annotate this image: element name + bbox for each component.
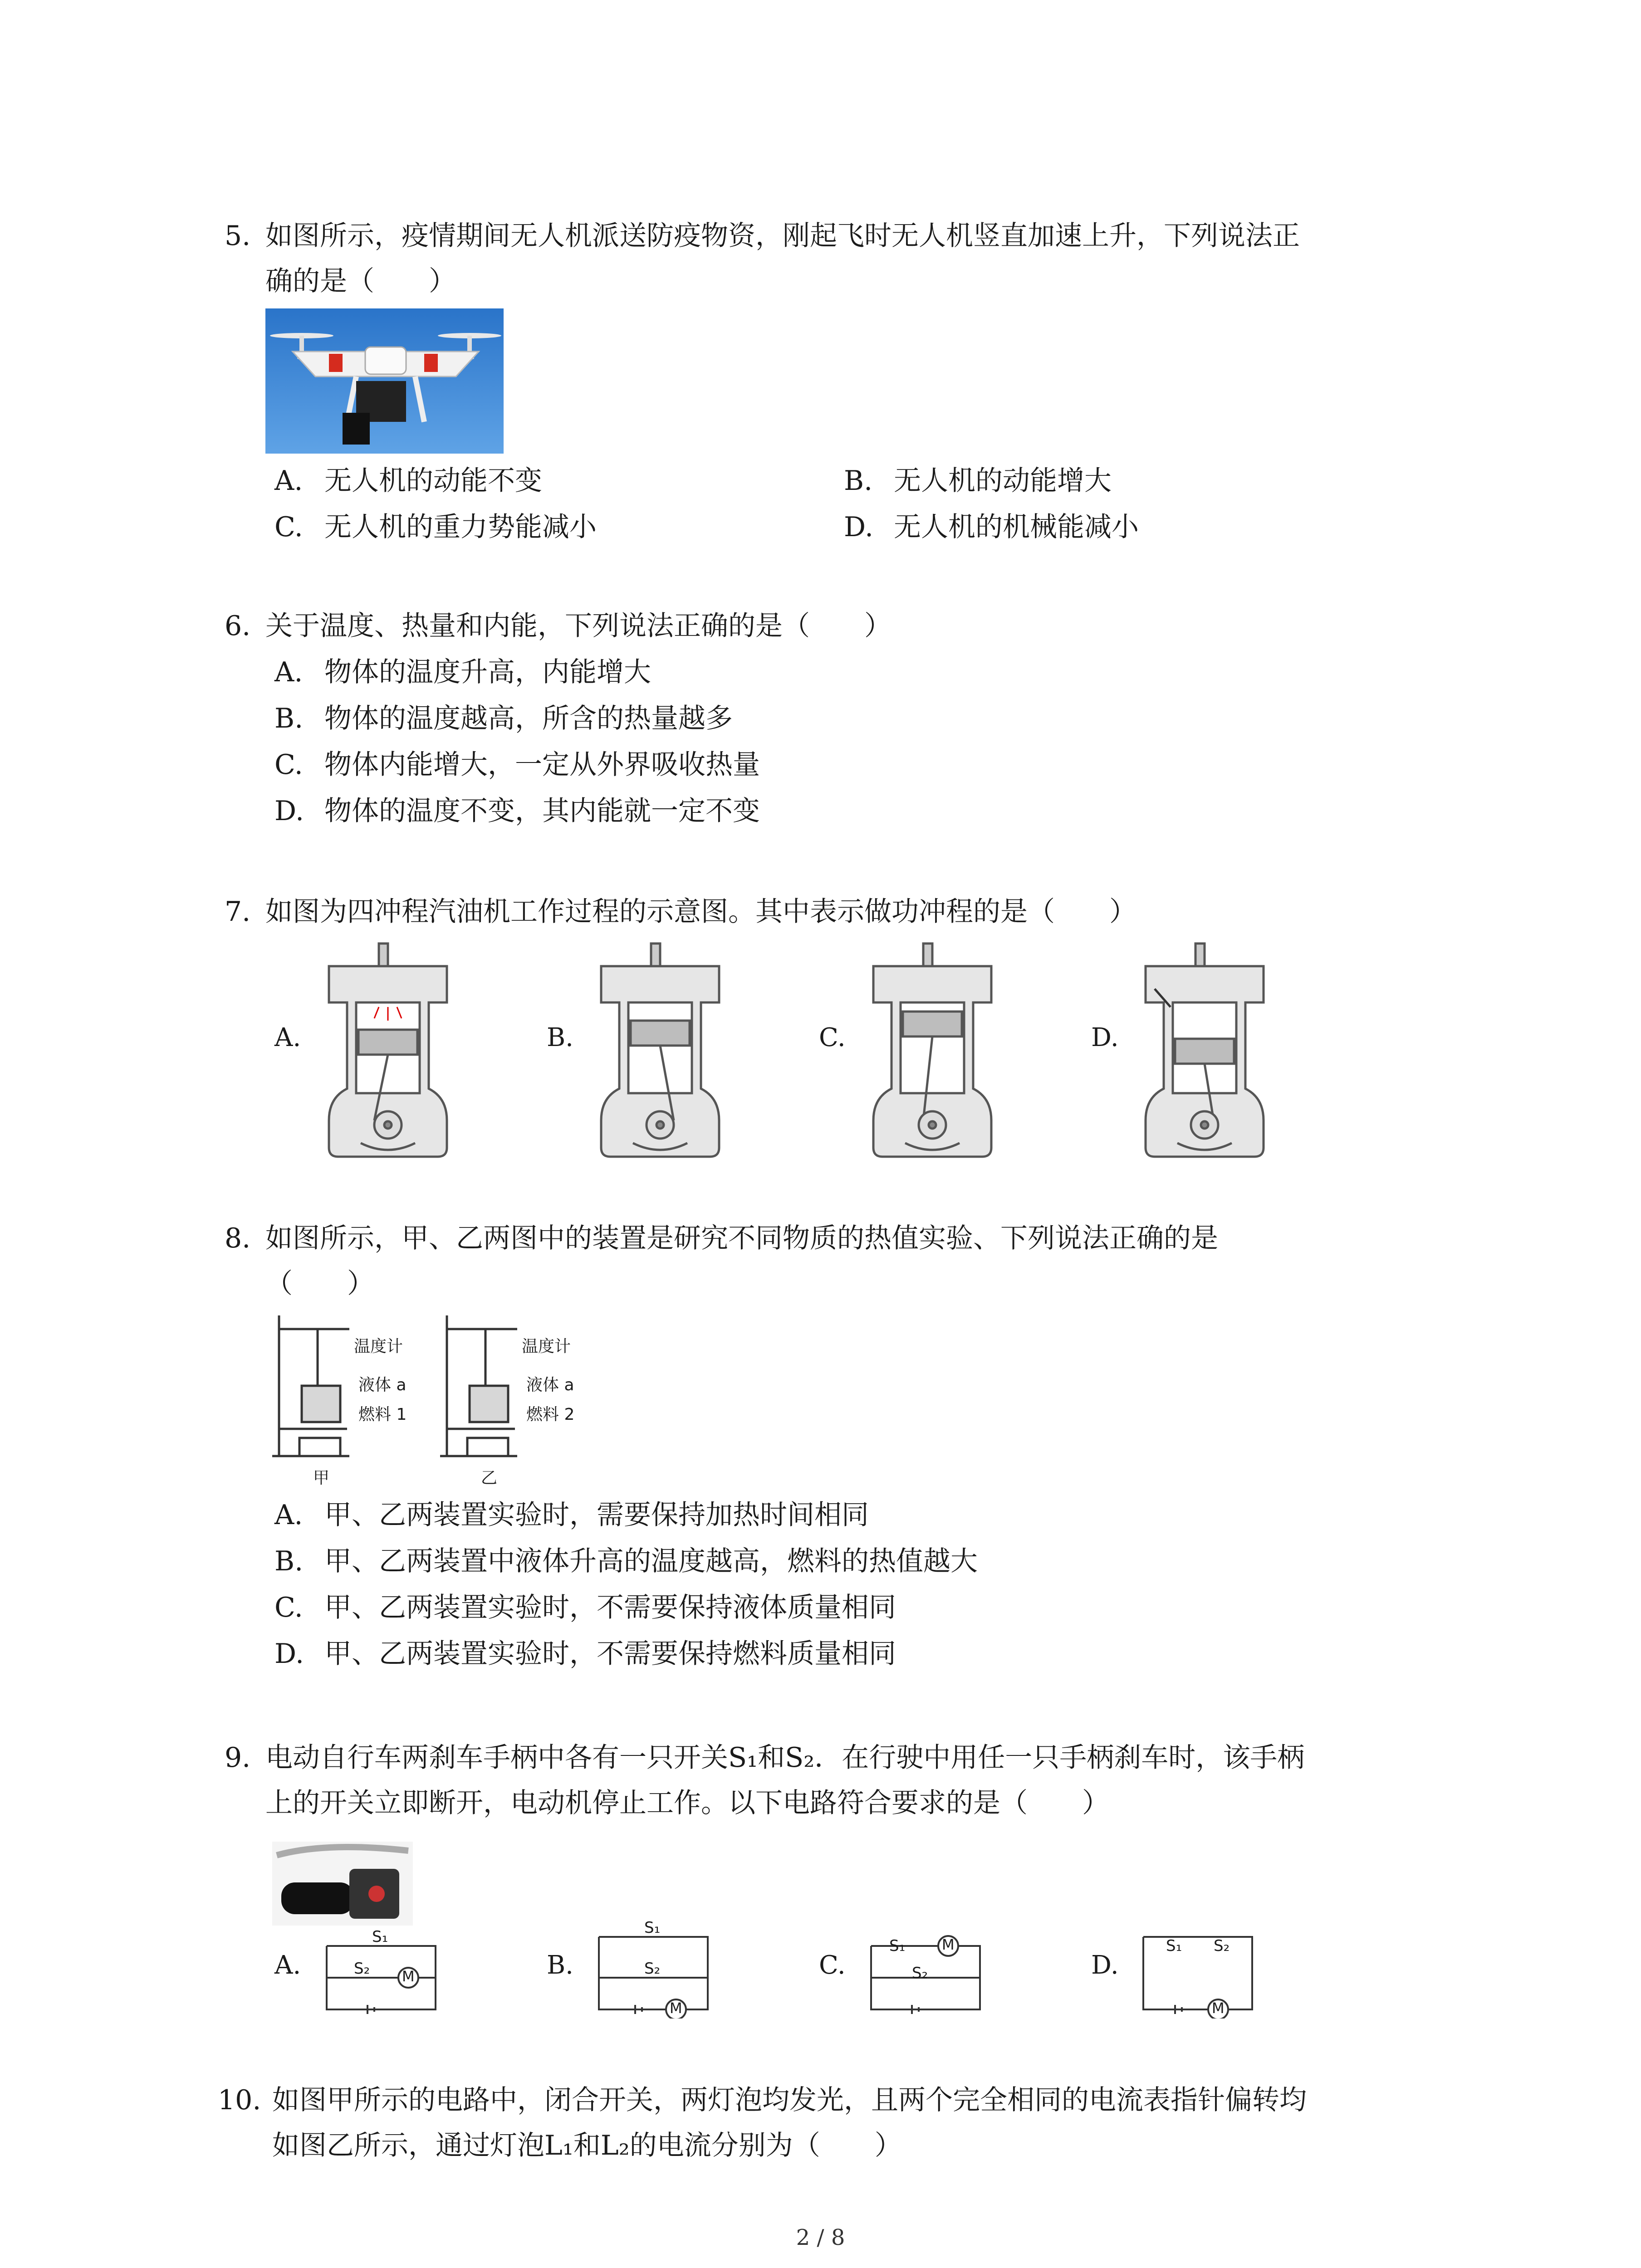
question-number: 8. [225, 1222, 251, 1254]
circuit-diagram-b [594, 1919, 712, 2019]
thermometer-label: 温度计 [522, 1337, 571, 1356]
option-b[interactable]: B. 物体的温度越高，所含的热量越多 [274, 703, 733, 734]
liquid-label: 液体 a [358, 1376, 407, 1394]
engine-diagram-d [1136, 939, 1273, 1163]
circuit-diagram-c [867, 1928, 985, 2019]
option-a[interactable]: A. 甲、乙两装置实验时，需要保持加热时间相同 [274, 1499, 869, 1531]
figure-label-a[interactable]: A. [274, 1023, 301, 1052]
question-8 [225, 1216, 1459, 1306]
option-a[interactable]: A. 物体的温度升高，内能增大 [274, 656, 651, 688]
figure-label-c[interactable]: C. [819, 1023, 846, 1052]
switch-s2-label: S₂ [354, 1960, 370, 1978]
figure-caption-left: 甲 [313, 1469, 330, 1487]
question-5 [225, 213, 1459, 304]
question-number: 10. [218, 2084, 261, 2116]
question-stem: 如图所示，甲、乙两图中的装置是研究不同物质的热值实验、下列说法正确的是 [265, 1222, 1218, 1254]
question-number: 6. [225, 610, 251, 642]
motor-label: M [1212, 1999, 1225, 2017]
option-c[interactable]: C. 物体内能增大，一定从外界吸收热量 [274, 749, 760, 781]
question-number: 9. [225, 1742, 251, 1774]
question-stem: 如图为四冲程汽油机工作过程的示意图。其中表示做功冲程的是（ ） [265, 896, 1136, 928]
switch-s2-label: S₂ [644, 1960, 661, 1978]
question-number: 5. [225, 220, 251, 252]
option-b[interactable]: B. 甲、乙两装置中液体升高的温度越高，燃料的热值越大 [274, 1545, 978, 1577]
figure-label-d[interactable]: D. [1091, 1950, 1119, 1980]
figure-label-a[interactable]: A. [274, 1950, 301, 1980]
switch-s1-label: S₁ [372, 1928, 388, 1946]
thermometer-label: 温度计 [354, 1337, 403, 1356]
question-stem: 电动自行车两刹车手柄中各有一只开关S₁和S₂．在行驶中用任一只手柄刹车时，该手柄 [265, 1742, 1305, 1774]
question-7 [225, 889, 1459, 934]
option-c[interactable]: C. 甲、乙两装置实验时，不需要保持液体质量相同 [274, 1592, 896, 1623]
question-stem-cont: （ ） [265, 1268, 374, 1300]
option-c[interactable]: C. 无人机的重力势能减小 [274, 511, 597, 543]
question-10 [218, 2077, 1470, 2168]
engine-diagram-c [864, 939, 1000, 1163]
heat-value-apparatus [268, 1306, 603, 1506]
motor-label: M [670, 1999, 682, 2017]
option-b[interactable]: B. 无人机的动能增大 [844, 465, 1112, 497]
motor-label: M [402, 1968, 415, 1985]
question-number: 7. [225, 896, 251, 928]
question-stem-cont: 如图乙所示，通过灯泡L₁和L₂的电流分别为（ ） [272, 2130, 902, 2161]
engine-diagram-a [320, 939, 456, 1163]
question-stem: 如图甲所示的电路中，闭合开关，两灯泡均发光，且两个完全相同的电流表指针偏转均 [272, 2084, 1307, 2116]
figure-label-b[interactable]: B. [547, 1950, 573, 1980]
switch-s2-label: S₂ [1214, 1937, 1230, 1955]
figure-label-c[interactable]: C. [819, 1950, 846, 1980]
brake-handle-photo [272, 1842, 413, 1926]
option-d[interactable]: D. 无人机的机械能减小 [844, 511, 1139, 543]
figure-label-b[interactable]: B. [547, 1023, 573, 1052]
switch-s1-label: S₁ [644, 1919, 661, 1937]
liquid-label: 液体 a [526, 1376, 574, 1394]
question-stem: 关于温度、热量和内能，下列说法正确的是（ ） [265, 610, 892, 642]
engine-diagram-b [592, 939, 728, 1163]
figure-label-d[interactable]: D. [1091, 1023, 1119, 1052]
figure-caption-right: 乙 [481, 1469, 498, 1487]
drone-photo [265, 308, 504, 454]
option-d[interactable]: D. 甲、乙两装置实验时，不需要保持燃料质量相同 [274, 1638, 896, 1670]
circuit-diagram-d [1139, 1928, 1257, 2019]
fuel-label: 燃料 1 [358, 1405, 407, 1424]
circuit-diagram-a [322, 1928, 440, 2019]
question-stem-cont: 上的开关立即断开，电动机停止工作。以下电路符合要求的是（ ） [265, 1787, 1109, 1819]
question-6 [225, 603, 1459, 649]
question-9 [225, 1735, 1459, 1826]
switch-s2-label: S₂ [912, 1964, 928, 1982]
switch-s1-label: S₁ [889, 1937, 906, 1955]
question-stem: 如图所示，疫情期间无人机派送防疫物资，刚起飞时无人机竖直加速上升，下列说法正 [265, 220, 1300, 252]
fuel-label: 燃料 2 [526, 1405, 575, 1424]
option-a[interactable]: A. 无人机的动能不变 [274, 465, 542, 497]
switch-s1-label: S₁ [1166, 1937, 1182, 1955]
page-number: 2 / 8 [796, 2225, 845, 2250]
motor-label: M [942, 1936, 955, 1953]
question-stem-cont: 确的是（ ） [265, 265, 456, 297]
option-d[interactable]: D. 物体的温度不变，其内能就一定不变 [274, 795, 760, 827]
